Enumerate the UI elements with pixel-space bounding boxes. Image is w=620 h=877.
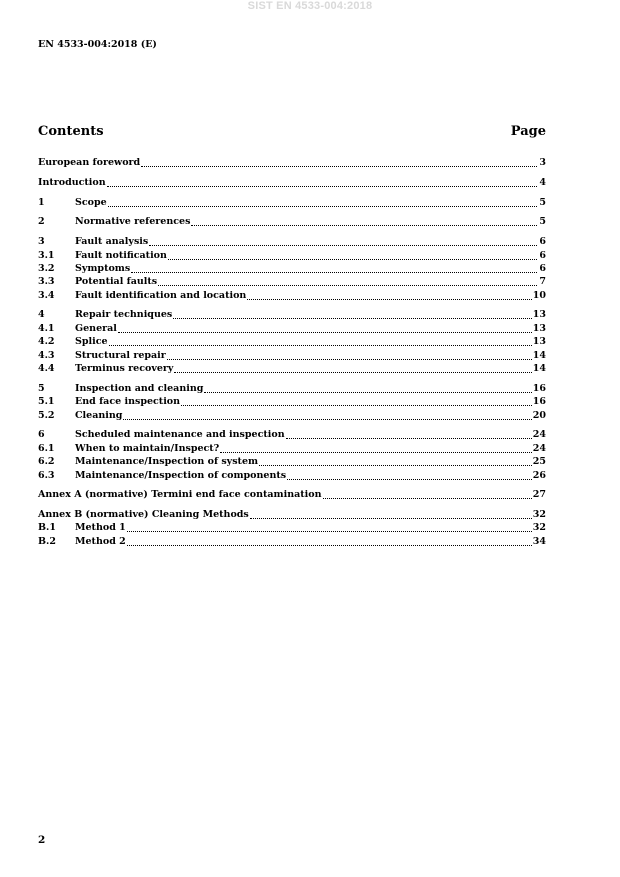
toc-leader-dots — [131, 265, 537, 275]
toc-entry[interactable] — [38, 410, 546, 422]
toc-entry-title: Scheduled maintenance and inspection — [75, 429, 285, 440]
toc-entry-title: Terminus recovery — [75, 363, 174, 374]
toc-leader-dots — [173, 311, 532, 321]
toc-entry[interactable] — [38, 396, 546, 408]
toc-leader-dots — [204, 385, 531, 395]
toc-entry-number: 3.4 — [38, 290, 55, 301]
toc-entry-page: 13 — [532, 309, 546, 320]
toc-entry-page: 14 — [532, 350, 546, 361]
toc-entry[interactable] — [38, 323, 546, 335]
toc-leader-dots — [250, 511, 532, 521]
toc-entry-number: 4.3 — [38, 350, 55, 361]
toc-leader-dots — [108, 199, 537, 209]
toc-entry[interactable] — [38, 363, 546, 375]
document-id: EN 4533-004:2018 (E) — [38, 39, 157, 50]
toc-entry-title: Potential faults — [75, 276, 158, 287]
toc-entry[interactable] — [38, 522, 546, 534]
toc-entry-page: 32 — [532, 522, 546, 533]
toc-entry-page: 5 — [539, 197, 546, 208]
page-number: 2 — [38, 834, 46, 846]
toc-entry[interactable] — [38, 489, 546, 501]
toc-entry-number: 5 — [38, 383, 45, 394]
toc-entry-page: 27 — [532, 489, 546, 500]
toc-entry-number: 4.1 — [38, 323, 55, 334]
toc-entry[interactable] — [38, 470, 546, 482]
toc-leader-dots — [149, 238, 537, 248]
toc-entry[interactable] — [38, 276, 546, 288]
toc-entry-page: 7 — [539, 276, 546, 287]
toc-entry-number: 6.3 — [38, 470, 55, 481]
toc-entry-title: Normative references — [75, 216, 191, 227]
toc-entry-title: Structural repair — [75, 350, 166, 361]
toc-entry-title: Scope — [75, 197, 107, 208]
toc-leader-dots — [174, 365, 531, 375]
toc-leader-dots — [220, 445, 532, 455]
toc-entry[interactable] — [38, 350, 546, 362]
toc-entry[interactable] — [38, 443, 546, 455]
toc-entry-page: 16 — [532, 383, 546, 394]
toc-entry[interactable] — [38, 309, 546, 321]
toc-entry-title: Cleaning — [75, 410, 123, 421]
toc-entry-page: 25 — [532, 456, 546, 467]
toc-entry[interactable] — [38, 157, 546, 169]
toc-entry-number: 3 — [38, 236, 45, 247]
toc-entry-number: 6.2 — [38, 456, 55, 467]
toc-entry-title: Introduction — [38, 177, 106, 188]
toc-entry-title: General — [75, 323, 117, 334]
toc-leader-dots — [247, 292, 531, 302]
toc-entry-title: Fault notification — [75, 250, 167, 261]
toc-entry-number: 2 — [38, 216, 45, 227]
toc-entry-page: 13 — [532, 336, 546, 347]
toc-entry-title: Repair techniques — [75, 309, 173, 320]
toc-entry-page: 34 — [532, 536, 546, 547]
toc-leader-dots — [191, 218, 537, 228]
toc-entry-page: 3 — [539, 157, 546, 168]
toc-entry-title: Method 1 — [75, 522, 126, 533]
toc-entry[interactable] — [38, 197, 546, 209]
toc-leader-dots — [168, 252, 537, 262]
toc-entry-page: 32 — [532, 509, 546, 520]
toc-entry-page: 4 — [539, 177, 546, 188]
toc-entry-page: 6 — [539, 263, 546, 274]
toc-entry-number: 5.2 — [38, 410, 55, 421]
toc-entry[interactable] — [38, 536, 546, 548]
toc-leader-dots — [286, 431, 532, 441]
toc-entry[interactable] — [38, 236, 546, 248]
toc-entry[interactable] — [38, 383, 546, 395]
toc-entry-number: 3.2 — [38, 263, 55, 274]
toc-entry-page: 24 — [532, 429, 546, 440]
toc-leader-dots — [107, 179, 537, 189]
toc-entry[interactable] — [38, 263, 546, 275]
toc-entry[interactable] — [38, 456, 546, 468]
toc-entry-page: 24 — [532, 443, 546, 454]
toc-entry-title: Maintenance/Inspection of system — [75, 456, 259, 467]
toc-leader-dots — [167, 352, 532, 362]
toc-entry-page: 10 — [532, 290, 546, 301]
toc-leader-dots — [118, 325, 532, 335]
toc-entry-title: Annex A (normative) Termini end face contamination — [38, 489, 322, 500]
contents-title: Contents — [38, 124, 104, 139]
toc-entry-title: Fault analysis — [75, 236, 149, 247]
toc-leader-dots — [127, 524, 532, 534]
toc-entry-number: 1 — [38, 197, 45, 208]
toc-entry-page: 16 — [532, 396, 546, 407]
toc-leader-dots — [109, 338, 532, 348]
toc-leader-dots — [323, 491, 532, 501]
toc-leader-dots — [287, 472, 532, 482]
toc-entry-number: 4 — [38, 309, 45, 320]
toc-entry-number: B.1 — [38, 522, 56, 533]
toc-entry-page: 5 — [539, 216, 546, 227]
toc-leader-dots — [127, 538, 532, 548]
toc-leader-dots — [123, 412, 531, 422]
toc-entry-title: Splice — [75, 336, 108, 347]
toc-entry-title: Symptoms — [75, 263, 131, 274]
toc-leader-dots — [141, 159, 537, 169]
toc-entry-page: 13 — [532, 323, 546, 334]
toc-leader-dots — [181, 398, 532, 408]
toc-entry-title: Method 2 — [75, 536, 126, 547]
toc-entry[interactable] — [38, 216, 546, 228]
page-column-label: Page — [510, 124, 546, 139]
toc-entry-title: End face inspection — [75, 396, 181, 407]
toc-entry-page: 6 — [539, 236, 546, 247]
toc-entry-title: Maintenance/Inspection of components — [75, 470, 287, 481]
toc-entry-number: 4.2 — [38, 336, 55, 347]
toc-leader-dots — [158, 278, 537, 288]
toc-entry-number: 6.1 — [38, 443, 55, 454]
toc-entry-page: 6 — [539, 250, 546, 261]
toc-entry-page: 26 — [532, 470, 546, 481]
toc-entry-number: 3.1 — [38, 250, 55, 261]
toc-entry-number: 4.4 — [38, 363, 55, 374]
watermark: SIST EN 4533-004:2018 — [247, 0, 373, 12]
toc-entry-page: 20 — [532, 410, 546, 421]
toc-entry[interactable] — [38, 250, 546, 262]
toc-entry-title: European foreword — [38, 157, 141, 168]
toc-entry-number: 6 — [38, 429, 45, 440]
toc-entry[interactable] — [38, 177, 546, 189]
toc-entry-title: Fault identification and location — [75, 290, 247, 301]
toc-entry-page: 14 — [532, 363, 546, 374]
toc-entry-title: Annex B (normative) Cleaning Methods — [38, 509, 249, 520]
toc-entry[interactable] — [38, 336, 546, 348]
toc-entry-number: 5.1 — [38, 396, 55, 407]
toc-entry-title: When to maintain/Inspect? — [75, 443, 220, 454]
toc-entry[interactable] — [38, 290, 546, 302]
toc-entry-title: Inspection and cleaning — [75, 383, 204, 394]
toc-entry[interactable] — [38, 429, 546, 441]
toc-entry-number: B.2 — [38, 536, 56, 547]
toc-leader-dots — [259, 458, 532, 468]
toc-entry[interactable] — [38, 509, 546, 521]
toc-entry-number: 3.3 — [38, 276, 55, 287]
